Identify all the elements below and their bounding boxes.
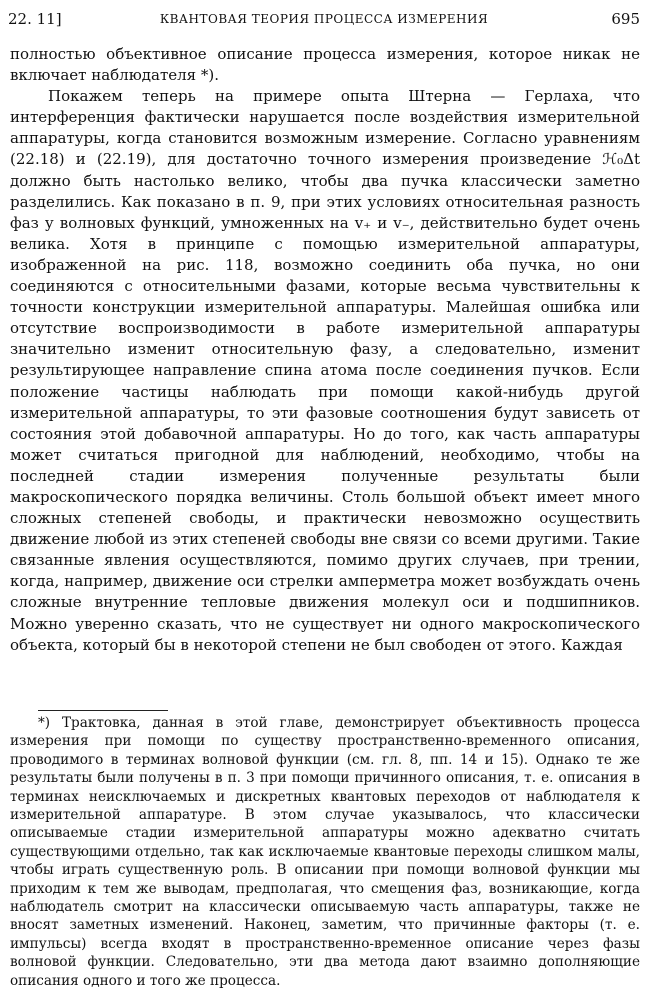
page-header [8,10,640,34]
paragraph-stern-gerlach: Покажем теперь на примере опыта Штерна — Герлаха, что интерференция фактически нарушается после воздействия измерительной аппаратуры, когда становится возможным измерение. Согласно уравнениям (22.18) и (22.19), для достаточно точного измерения произведение ℋ₀Δt должно быть настолько велико, чтобы два пучка классически заметно разделились. Как показано в п. 9, при этих условиях относительная разность фаз у волновых функций, умноженных на v₊ и v₋, действительно будет очень велика. Хотя в принципе с помощью измерительной аппаратуры, изображенной на рис. 118, возможно соединить оба пучка, но они соединяются с относительными фазами, которые весьма чувствительны к точности конструкции измерительной аппаратуры. Малейшая ошибка или отсутствие воспроизводимости в работе измерительной аппаратуры значительно изменит относительную фазу, а следовательно, изменит результирующее направление спина атома после соединения пучков. Если положение частицы наблюдать при помощи какой-нибудь другой измерительной аппаратуры, то эти фазовые соотношения будут зависеть от состояния этой добавочной аппаратуры. Но до того, как часть аппаратуры может считаться пригодной для наблюдений, необходимо, чтобы на последней стадии измерения полученные результаты были макроскопического порядка величины. Столь большой объект имеет много сложных степеней свободы, и практически невозможно осуществить движение любой из этих степеней свободы вне связи со всеми другими. Такие связанные явления осуществляются, помимо других случаев, при трении, когда, например, движение оси стрелки амперметра может возбуждать очень сложные внутренние тепловые движения молекул оси и подшипников. Можно уверенно сказать, что не существует ни одного макроскопического объекта, который бы в некоторой степени не был свободен от этого. Каждая [10,87,640,654]
paragraph-continuation: полностью объективное описание процесса измерения, которое никак не включает наблюдателя *). [10,45,640,85]
footnote-divider [38,710,168,711]
main-text [10,44,640,656]
running-title: КВАНТОВАЯ ТЕОРИЯ ПРОЦЕССА ИЗМЕРЕНИЯ [159,12,489,26]
page-number: 695 [611,10,640,28]
footnote-text: *) Трактовка, данная в этой главе, демонстрирует объективность процесса измерения при помощи по существу пространственно-временного описания, проводимого в терминах волновой функции (см. гл. 8, пп. 14 и 15). Однако те же результаты были получены в п. 3 при помощи причинного описания, т. е. описания в терминах неисключаемых и дискретных квантовых переходов от наблюдателя к измерительной аппаратуре. В этом случае указывалось, что классически описываемые стадии измерительной аппаратуры можно адекватно считать существующими отдельно, так как исключаемые квантовые переходы слишком малы, чтобы играть существенную роль. В описании при помощи волновой функции мы приходим к тем же выводам, предполагая, что смещения фаз, возникающие, когда наблюдатель смотрит на классически описываемую часть аппаратуры, также не вносят заметных изменений. Наконец, заметим, что причинные факторы (т. е. импульсы) всегда входят в пространственно-временное описание через фазы волновой функции. Следовательно, эти два метода дают взаимно дополняющие описания одного и того же процесса. [10,715,640,989]
footnote [10,714,640,990]
section-number: 22. 11] [8,10,62,28]
